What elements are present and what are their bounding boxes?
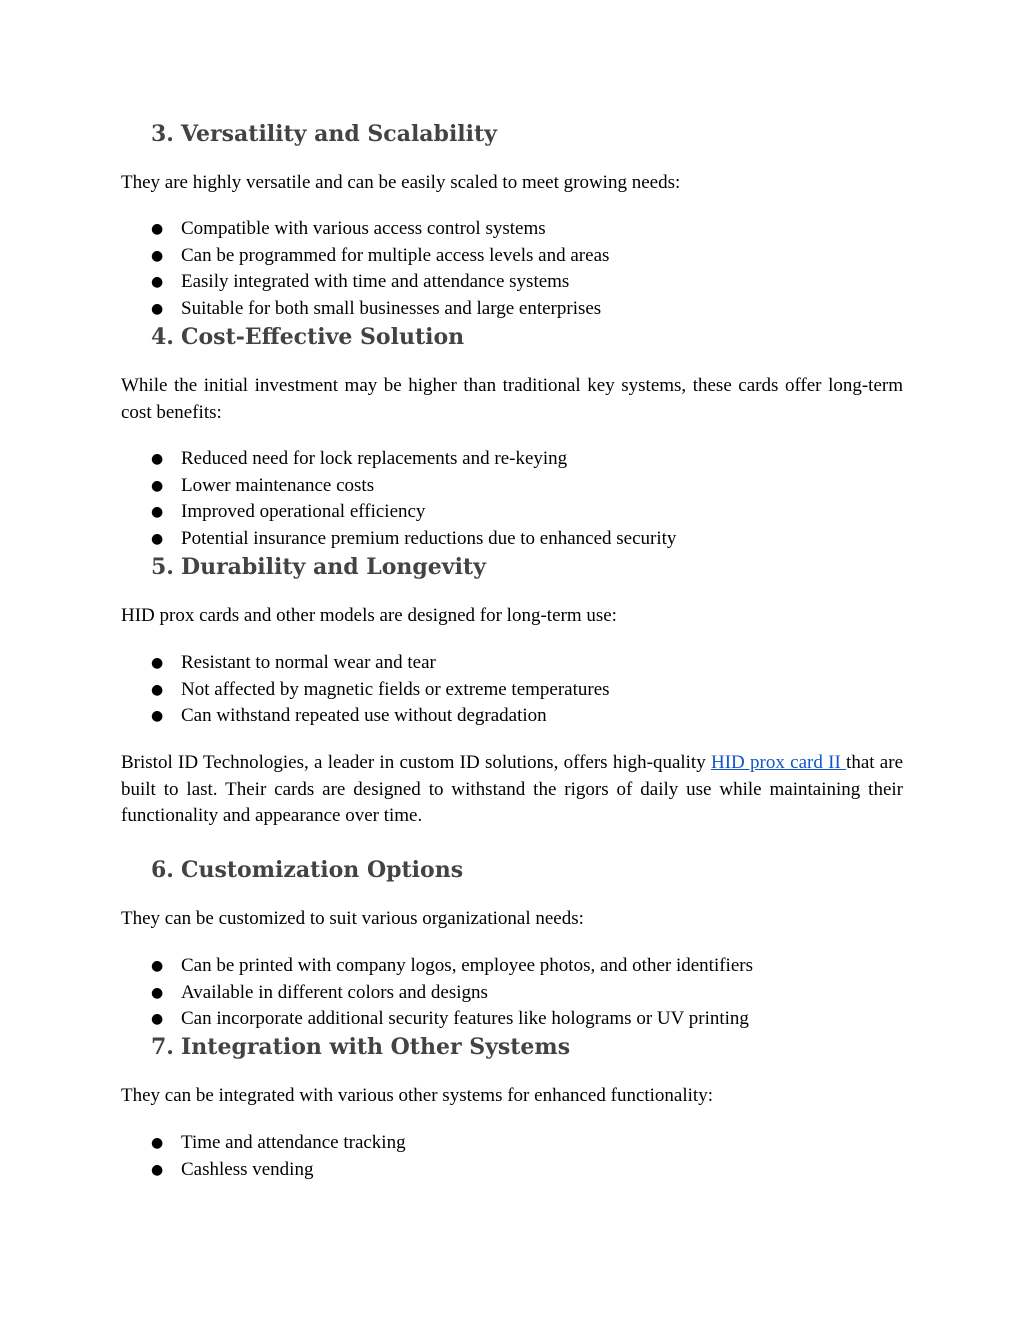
bullet-dot: ● xyxy=(151,247,164,264)
section-6-title: Customization Options xyxy=(181,857,464,883)
list-item: ● Reduced need for lock replacements and re-keying xyxy=(121,446,676,473)
section-5-title: Durability and Longevity xyxy=(181,554,486,580)
list-item: ● Lower maintenance costs xyxy=(121,473,676,500)
bullet-dot: ● xyxy=(151,1135,164,1151)
bullet-dot: ● xyxy=(151,274,164,291)
section-4-title: Cost-Effective Solution xyxy=(181,324,465,350)
bullet-dot: ● xyxy=(151,221,164,237)
bullet-dot: ● xyxy=(151,477,164,494)
list-item: ● Not affected by magnetic fields or extreme temperatures xyxy=(121,677,610,704)
section-5-closing-paragraph: Bristol ID Technologies, a leader in custom ID solutions, offers high-quality HID prox card II that are built to last. Their cards are designed to withstand the rigors of daily use while maintaining their functionality and appearance over time. xyxy=(121,752,904,826)
section-4-heading xyxy=(151,323,464,351)
list-item: ● Potential insurance premium reductions due to enhanced security xyxy=(121,526,676,553)
section-3-number: 3. xyxy=(151,121,174,147)
list-item: ● Easily integrated with time and attendance systems xyxy=(121,269,609,296)
section-6-number: 6. xyxy=(151,857,174,883)
section-4-bullet-list xyxy=(121,446,676,552)
list-item: ● Cashless vending xyxy=(121,1157,406,1184)
list-item: ● Compatible with various access control systems xyxy=(121,216,609,243)
list-item: ● Improved operational efficiency xyxy=(121,499,676,526)
section-7-intro: They can be integrated with various other systems for enhanced functionality: xyxy=(121,1085,713,1106)
bullet-dot: ● xyxy=(151,984,164,1001)
section-6-heading xyxy=(151,856,463,884)
list-item: ● Resistant to normal wear and tear xyxy=(121,650,610,677)
bullet-dot: ● xyxy=(151,1161,164,1178)
section-3-intro: They are highly versatile and can be easily scaled to meet growing needs: xyxy=(121,172,681,193)
bullet-dot: ● xyxy=(151,958,164,974)
list-item: ● Suitable for both small businesses and large enterprises xyxy=(121,296,609,323)
bullet-dot: ● xyxy=(151,655,164,671)
section-6-bullet-list xyxy=(121,953,753,1033)
bullet-dot: ● xyxy=(151,504,164,521)
list-item: ● Can incorporate additional security features like holograms or UV printing xyxy=(121,1006,753,1033)
section-5-number: 5. xyxy=(151,554,174,580)
bullet-dot: ● xyxy=(151,300,164,317)
section-7-number: 7. xyxy=(151,1034,174,1060)
list-item: ● Can withstand repeated use without degradation xyxy=(121,703,610,730)
bullet-dot: ● xyxy=(151,708,164,725)
section-4-number: 4. xyxy=(151,324,174,350)
section-7-heading xyxy=(151,1033,570,1061)
list-item: ● Time and attendance tracking xyxy=(121,1130,406,1157)
hid-prox-card-ii-link[interactable]: HID prox card II xyxy=(711,752,847,773)
list-item: ● Available in different colors and designs xyxy=(121,980,753,1007)
list-item: ● Can be programmed for multiple access levels and areas xyxy=(121,243,609,270)
section-3-title: Versatility and Scalability xyxy=(181,121,497,147)
section-3-bullet-list xyxy=(121,216,609,322)
section-6-intro: They can be customized to suit various organizational needs: xyxy=(121,908,584,929)
section-5-heading xyxy=(151,553,486,581)
bullet-dot: ● xyxy=(151,1011,164,1028)
list-item: ● Can be printed with company logos, employee photos, and other identifiers xyxy=(121,953,753,980)
bullet-dot: ● xyxy=(151,681,164,698)
section-7-bullet-list xyxy=(121,1130,406,1183)
bullet-dot: ● xyxy=(151,530,164,547)
section-5-intro: HID prox cards and other models are designed for long-term use: xyxy=(121,605,617,626)
section-4-intro: While the initial investment may be higher than traditional key systems, these cards offer long-term cost benefits: xyxy=(121,375,903,423)
section-5-bullet-list xyxy=(121,650,610,730)
section-7-title: Integration with Other Systems xyxy=(181,1034,571,1060)
section-3-heading xyxy=(151,120,497,148)
bullet-dot: ● xyxy=(151,451,164,467)
